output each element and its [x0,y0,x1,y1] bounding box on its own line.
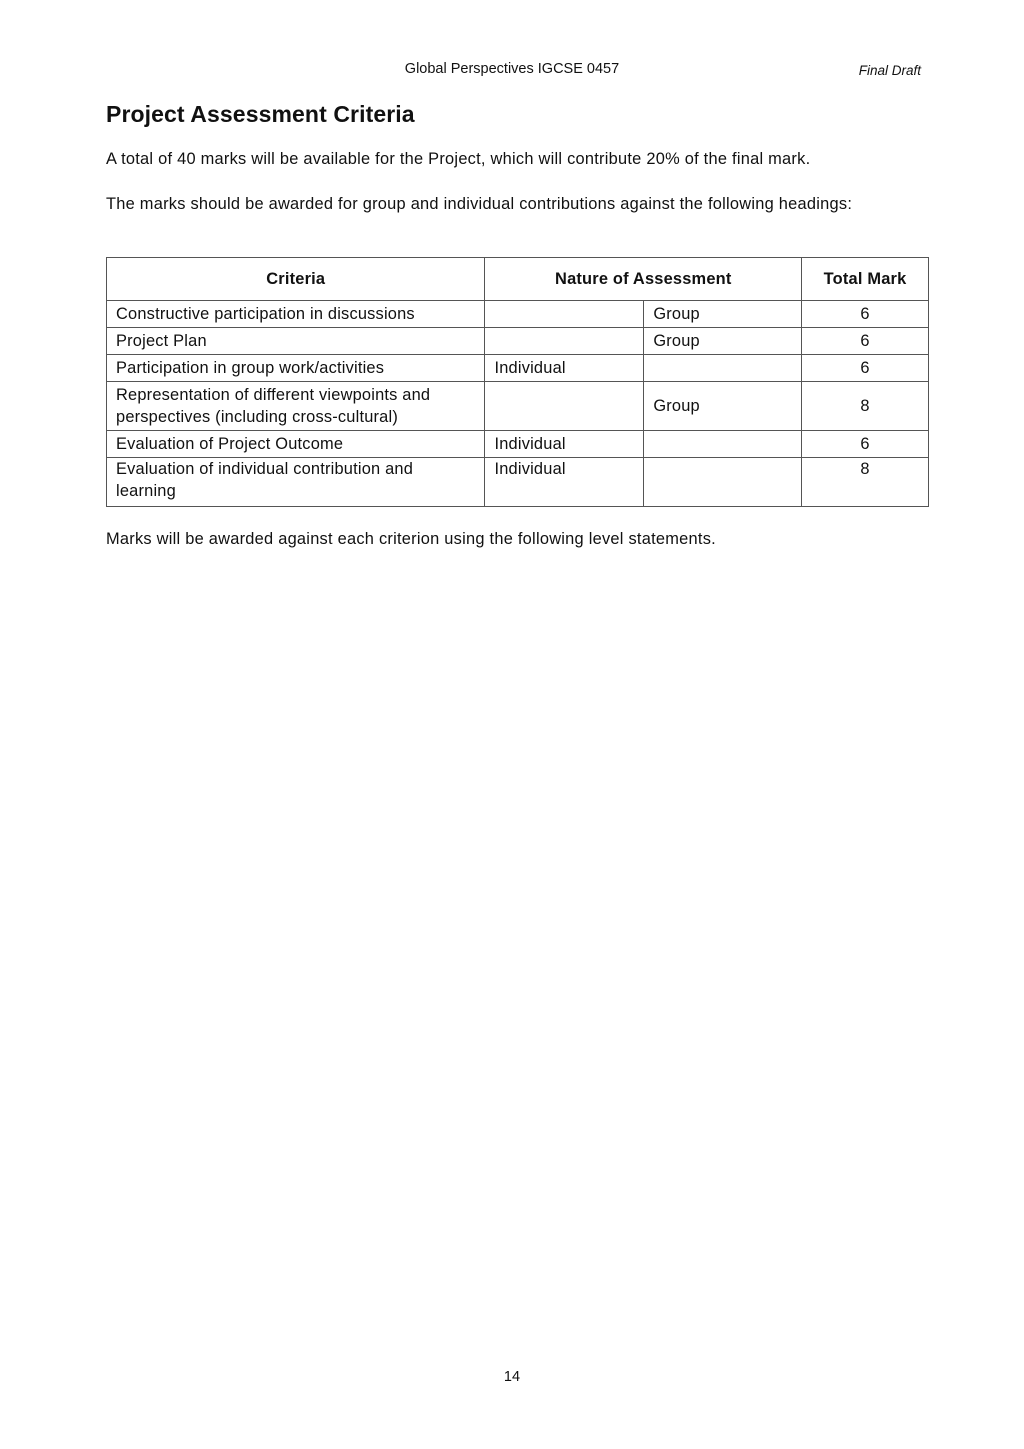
header-criteria: Criteria [107,258,485,301]
individual-cell [485,301,644,328]
criterion-cell: Evaluation of individual contribution and learning [107,458,485,507]
table-row [107,355,929,382]
table-row [107,458,929,507]
intro-paragraph-marks: A total of 40 marks will be available for the Project, which will contribute 20% of the final mark. [106,150,811,168]
group-cell: Group [644,328,802,355]
criterion-cell: Constructive participation in discussions [107,301,485,328]
criterion-cell: Project Plan [107,328,485,355]
group-cell [644,431,802,458]
criteria-table [106,257,929,507]
table-row [107,431,929,458]
total-mark-cell: 6 [802,431,929,458]
table-row [107,301,929,328]
running-header [0,61,1024,81]
document-title: Global Perspectives IGCSE 0457 [404,61,620,77]
section-title: Project Assessment Criteria [106,101,415,127]
page-number: 14 [503,1369,521,1385]
individual-cell [485,382,644,431]
closing-paragraph: Marks will be awarded against each criterion using the following level statements. [106,530,716,548]
group-cell: Group [644,382,802,431]
individual-cell: Individual [485,431,644,458]
individual-cell [485,328,644,355]
total-mark-cell: 6 [802,328,929,355]
group-cell [644,355,802,382]
header-total-mark: Total Mark [802,258,929,301]
total-mark-cell: 6 [802,355,929,382]
individual-cell: Individual [485,355,644,382]
header-nature-of-assessment: Nature of Assessment [485,258,802,301]
group-cell: Group [644,301,802,328]
criterion-cell: Representation of different viewpoints and perspectives (including cross-cultural) [107,382,485,431]
individual-cell: Individual [485,458,644,507]
total-mark-cell: 8 [802,458,929,507]
criterion-cell: Participation in group work/activities [107,355,485,382]
group-cell [644,458,802,507]
draft-label: Final Draft [858,63,921,78]
total-mark-cell: 6 [802,301,929,328]
total-mark-cell: 8 [802,382,929,431]
table-row [107,382,929,431]
intro-paragraph-headings: The marks should be awarded for group and individual contributions against the following headings: [106,195,853,213]
table-row [107,328,929,355]
table-header-row [107,258,929,301]
criterion-cell: Evaluation of Project Outcome [107,431,485,458]
